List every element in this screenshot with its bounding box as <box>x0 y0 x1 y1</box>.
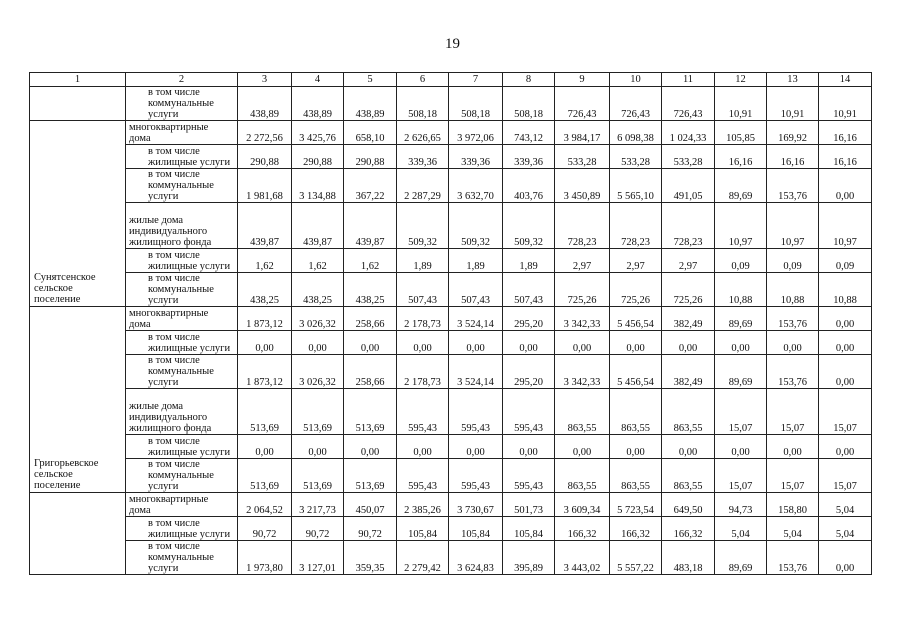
housing-category-line: индивидуального <box>129 226 208 237</box>
value-cell: 89,69 <box>715 307 767 331</box>
value-cell: 166,32 <box>662 517 715 541</box>
column-header: 12 <box>715 73 767 87</box>
value-cell: 3 524,14 <box>449 307 503 331</box>
housing-category-cell <box>126 307 238 331</box>
value-cell: 16,16 <box>767 145 819 169</box>
value-cell: 105,84 <box>503 517 555 541</box>
value-cell: 439,87 <box>238 203 292 249</box>
value-cell: 533,28 <box>610 145 662 169</box>
housing-category-line: в том числе <box>148 355 200 366</box>
value-cell: 15,07 <box>715 459 767 493</box>
housing-category-line: многоквартирные <box>129 494 209 505</box>
value-cell: 367,22 <box>344 169 397 203</box>
value-cell: 595,43 <box>449 459 503 493</box>
value-cell: 403,76 <box>503 169 555 203</box>
value-cell: 438,89 <box>238 87 292 121</box>
value-cell: 509,32 <box>449 203 503 249</box>
housing-category-line: в том числе <box>148 87 200 98</box>
value-cell: 0,00 <box>292 435 344 459</box>
value-cell: 863,55 <box>610 459 662 493</box>
value-cell: 2,97 <box>610 249 662 273</box>
housing-category-line: коммунальные услуги <box>148 366 214 388</box>
value-cell: 15,07 <box>767 459 819 493</box>
value-cell: 382,49 <box>662 307 715 331</box>
value-cell: 153,76 <box>767 541 819 575</box>
value-cell: 0,00 <box>238 331 292 355</box>
housing-category-line: дома <box>129 319 151 330</box>
value-cell: 2 626,65 <box>397 121 449 145</box>
value-cell: 2,97 <box>662 249 715 273</box>
value-cell: 10,97 <box>819 203 872 249</box>
value-cell: 382,49 <box>662 355 715 389</box>
value-cell: 1,89 <box>397 249 449 273</box>
settlement-name-cell <box>30 307 126 493</box>
value-cell: 863,55 <box>662 459 715 493</box>
value-cell: 0,00 <box>715 331 767 355</box>
value-cell: 863,55 <box>662 389 715 435</box>
tariff-table <box>29 72 872 575</box>
value-cell: 533,28 <box>662 145 715 169</box>
value-cell: 16,16 <box>819 145 872 169</box>
column-header: 8 <box>503 73 555 87</box>
value-cell: 153,76 <box>767 355 819 389</box>
value-cell: 439,87 <box>292 203 344 249</box>
value-cell: 0,00 <box>503 331 555 355</box>
value-cell: 726,43 <box>555 87 610 121</box>
value-cell: 0,00 <box>449 435 503 459</box>
housing-category-cell <box>126 459 238 493</box>
housing-category-cell <box>126 493 238 517</box>
value-cell: 339,36 <box>503 145 555 169</box>
column-header: 4 <box>292 73 344 87</box>
value-cell: 0,00 <box>662 331 715 355</box>
column-header: 9 <box>555 73 610 87</box>
housing-category-cell <box>126 121 238 145</box>
housing-category-line: в том числе <box>148 541 200 552</box>
value-cell: 105,84 <box>449 517 503 541</box>
value-cell: 438,25 <box>292 273 344 307</box>
housing-category-line: коммунальные услуги <box>148 284 214 306</box>
value-cell: 728,23 <box>610 203 662 249</box>
housing-category-line: жилые дома <box>129 215 184 226</box>
value-cell: 3 425,76 <box>292 121 344 145</box>
housing-category-line: коммунальные услуги <box>148 470 214 492</box>
housing-category-cell <box>126 389 238 435</box>
value-cell: 0,09 <box>819 249 872 273</box>
value-cell: 0,00 <box>715 435 767 459</box>
value-cell: 10,97 <box>715 203 767 249</box>
value-cell: 507,43 <box>503 273 555 307</box>
housing-category-line: в том числе <box>148 169 200 180</box>
housing-category-line: индивидуального <box>129 412 208 423</box>
housing-category-cell <box>126 249 238 273</box>
value-cell: 2 178,73 <box>397 355 449 389</box>
value-cell: 339,36 <box>449 145 503 169</box>
value-cell: 438,89 <box>344 87 397 121</box>
value-cell: 5,04 <box>767 517 819 541</box>
value-cell: 16,16 <box>715 145 767 169</box>
settlement-name-cell <box>30 493 126 575</box>
settlement-name-line: поселение <box>34 480 81 491</box>
housing-category-line: жилищного фонда <box>129 423 212 434</box>
value-cell: 3 443,02 <box>555 541 610 575</box>
value-cell: 94,73 <box>715 493 767 517</box>
value-cell: 0,00 <box>292 331 344 355</box>
value-cell: 0,00 <box>610 331 662 355</box>
table-row <box>30 517 872 541</box>
housing-category-line: в том числе <box>148 332 200 343</box>
value-cell: 595,43 <box>397 389 449 435</box>
value-cell: 513,69 <box>238 389 292 435</box>
value-cell: 863,55 <box>610 389 662 435</box>
housing-category-cell <box>126 145 238 169</box>
value-cell: 258,66 <box>344 307 397 331</box>
housing-category-line: в том числе <box>148 146 200 157</box>
value-cell: 15,07 <box>819 389 872 435</box>
housing-category-line: жилищные услуги <box>148 529 231 540</box>
value-cell: 0,00 <box>503 435 555 459</box>
value-cell: 0,00 <box>344 435 397 459</box>
settlement-name-line: поселение <box>34 294 81 305</box>
value-cell: 0,00 <box>344 331 397 355</box>
value-cell: 3 609,34 <box>555 493 610 517</box>
value-cell: 0,00 <box>397 435 449 459</box>
value-cell: 295,20 <box>503 355 555 389</box>
value-cell: 658,10 <box>344 121 397 145</box>
value-cell: 0,00 <box>397 331 449 355</box>
value-cell: 10,91 <box>715 87 767 121</box>
housing-category-line: дома <box>129 505 151 516</box>
value-cell: 295,20 <box>503 307 555 331</box>
housing-category-cell <box>126 203 238 249</box>
value-cell: 2 287,29 <box>397 169 449 203</box>
value-cell: 513,69 <box>238 459 292 493</box>
housing-category-cell <box>126 273 238 307</box>
table-row <box>30 355 872 389</box>
value-cell: 0,00 <box>767 435 819 459</box>
value-cell: 491,05 <box>662 169 715 203</box>
value-cell: 3 217,73 <box>292 493 344 517</box>
value-cell: 90,72 <box>292 517 344 541</box>
value-cell: 595,43 <box>449 389 503 435</box>
value-cell: 89,69 <box>715 355 767 389</box>
value-cell: 1 981,68 <box>238 169 292 203</box>
value-cell: 6 098,38 <box>610 121 662 145</box>
value-cell: 595,43 <box>503 459 555 493</box>
value-cell: 169,92 <box>767 121 819 145</box>
table-body <box>30 87 872 575</box>
value-cell: 0,00 <box>449 331 503 355</box>
value-cell: 5,04 <box>819 517 872 541</box>
value-cell: 3 632,70 <box>449 169 503 203</box>
housing-category-cell <box>126 169 238 203</box>
housing-category-line: в том числе <box>148 250 200 261</box>
column-header: 14 <box>819 73 872 87</box>
value-cell: 2,97 <box>555 249 610 273</box>
housing-category-line: многоквартирные <box>129 122 209 133</box>
value-cell: 0,00 <box>767 331 819 355</box>
housing-category-line: в том числе <box>148 518 200 529</box>
housing-category-cell <box>126 87 238 121</box>
column-header: 7 <box>449 73 503 87</box>
value-cell: 290,88 <box>344 145 397 169</box>
value-cell: 5 456,54 <box>610 355 662 389</box>
value-cell: 89,69 <box>715 541 767 575</box>
table-row <box>30 307 872 331</box>
value-cell: 595,43 <box>503 389 555 435</box>
value-cell: 863,55 <box>555 459 610 493</box>
housing-category-cell <box>126 435 238 459</box>
value-cell: 743,12 <box>503 121 555 145</box>
value-cell: 290,88 <box>292 145 344 169</box>
housing-category-line: дома <box>129 133 151 144</box>
value-cell: 1,62 <box>344 249 397 273</box>
value-cell: 166,32 <box>610 517 662 541</box>
housing-category-line: многоквартирные <box>129 308 209 319</box>
value-cell: 3 984,17 <box>555 121 610 145</box>
column-header: 10 <box>610 73 662 87</box>
housing-category-line: жилищного фонда <box>129 237 212 248</box>
value-cell: 3 127,01 <box>292 541 344 575</box>
table-header <box>30 73 872 87</box>
value-cell: 513,69 <box>344 459 397 493</box>
housing-category-line: жилищные услуги <box>148 157 231 168</box>
housing-category-line: в том числе <box>148 436 200 447</box>
column-header: 2 <box>126 73 238 87</box>
value-cell: 438,89 <box>292 87 344 121</box>
page-number: 19 <box>445 36 460 52</box>
value-cell: 1 873,12 <box>238 307 292 331</box>
table-row <box>30 389 872 435</box>
value-cell: 3 730,67 <box>449 493 503 517</box>
value-cell: 1,62 <box>238 249 292 273</box>
settlement-name-line: Сунятсенское <box>34 272 96 283</box>
value-cell: 10,88 <box>767 273 819 307</box>
value-cell: 3 342,33 <box>555 355 610 389</box>
value-cell: 10,97 <box>767 203 819 249</box>
value-cell: 726,43 <box>662 87 715 121</box>
value-cell: 2 272,56 <box>238 121 292 145</box>
table-row <box>30 87 872 121</box>
value-cell: 2 064,52 <box>238 493 292 517</box>
value-cell: 10,88 <box>819 273 872 307</box>
column-header: 5 <box>344 73 397 87</box>
value-cell: 5 723,54 <box>610 493 662 517</box>
value-cell: 90,72 <box>344 517 397 541</box>
value-cell: 89,69 <box>715 169 767 203</box>
value-cell: 153,76 <box>767 169 819 203</box>
housing-category-line: коммунальные услуги <box>148 180 214 202</box>
value-cell: 1,89 <box>503 249 555 273</box>
column-number-row <box>30 73 872 87</box>
housing-category-cell <box>126 331 238 355</box>
value-cell: 105,84 <box>397 517 449 541</box>
housing-category-cell <box>126 355 238 389</box>
column-header: 3 <box>238 73 292 87</box>
value-cell: 595,43 <box>397 459 449 493</box>
column-header: 11 <box>662 73 715 87</box>
value-cell: 3 026,32 <box>292 307 344 331</box>
value-cell: 3 342,33 <box>555 307 610 331</box>
value-cell: 728,23 <box>662 203 715 249</box>
value-cell: 166,32 <box>555 517 610 541</box>
value-cell: 15,07 <box>819 459 872 493</box>
value-cell: 0,00 <box>610 435 662 459</box>
table-row <box>30 273 872 307</box>
value-cell: 105,85 <box>715 121 767 145</box>
value-cell: 508,18 <box>503 87 555 121</box>
value-cell: 158,80 <box>767 493 819 517</box>
value-cell: 1,62 <box>292 249 344 273</box>
value-cell: 290,88 <box>238 145 292 169</box>
table-row <box>30 121 872 145</box>
value-cell: 15,07 <box>715 389 767 435</box>
value-cell: 725,26 <box>662 273 715 307</box>
value-cell: 0,00 <box>662 435 715 459</box>
value-cell: 5 565,10 <box>610 169 662 203</box>
housing-category-line: коммунальные услуги <box>148 98 214 120</box>
table-row <box>30 249 872 273</box>
value-cell: 15,07 <box>767 389 819 435</box>
value-cell: 0,00 <box>555 331 610 355</box>
value-cell: 508,18 <box>449 87 503 121</box>
table-row <box>30 203 872 249</box>
settlement-name-cell <box>30 87 126 121</box>
value-cell: 513,69 <box>292 459 344 493</box>
value-cell: 450,07 <box>344 493 397 517</box>
value-cell: 2 279,42 <box>397 541 449 575</box>
value-cell: 359,35 <box>344 541 397 575</box>
value-cell: 5 456,54 <box>610 307 662 331</box>
value-cell: 0,00 <box>238 435 292 459</box>
housing-category-cell <box>126 541 238 575</box>
settlement-name-line: сельское <box>34 283 73 294</box>
value-cell: 10,91 <box>767 87 819 121</box>
value-cell: 258,66 <box>344 355 397 389</box>
settlement-name-line: сельское <box>34 469 73 480</box>
value-cell: 0,09 <box>715 249 767 273</box>
housing-category-line: жилищные услуги <box>148 447 231 458</box>
value-cell: 513,69 <box>292 389 344 435</box>
value-cell: 509,32 <box>397 203 449 249</box>
value-cell: 439,87 <box>344 203 397 249</box>
value-cell: 1,89 <box>449 249 503 273</box>
value-cell: 5 557,22 <box>610 541 662 575</box>
table-row <box>30 331 872 355</box>
value-cell: 16,16 <box>819 121 872 145</box>
value-cell: 3 026,32 <box>292 355 344 389</box>
value-cell: 501,73 <box>503 493 555 517</box>
value-cell: 2 178,73 <box>397 307 449 331</box>
value-cell: 509,32 <box>503 203 555 249</box>
value-cell: 438,25 <box>238 273 292 307</box>
housing-category-cell <box>126 517 238 541</box>
value-cell: 507,43 <box>449 273 503 307</box>
table-row <box>30 493 872 517</box>
housing-category-line: жилые дома <box>129 401 184 412</box>
value-cell: 339,36 <box>397 145 449 169</box>
value-cell: 3 450,89 <box>555 169 610 203</box>
value-cell: 438,25 <box>344 273 397 307</box>
value-cell: 728,23 <box>555 203 610 249</box>
value-cell: 395,89 <box>503 541 555 575</box>
value-cell: 3 134,88 <box>292 169 344 203</box>
housing-category-line: коммунальные услуги <box>148 552 214 574</box>
value-cell: 725,26 <box>555 273 610 307</box>
value-cell: 1 973,80 <box>238 541 292 575</box>
value-cell: 649,50 <box>662 493 715 517</box>
value-cell: 0,00 <box>819 435 872 459</box>
settlement-name-cell <box>30 121 126 307</box>
value-cell: 507,43 <box>397 273 449 307</box>
value-cell: 2 385,26 <box>397 493 449 517</box>
value-cell: 3 624,83 <box>449 541 503 575</box>
value-cell: 1 873,12 <box>238 355 292 389</box>
value-cell: 1 024,33 <box>662 121 715 145</box>
value-cell: 0,09 <box>767 249 819 273</box>
settlement-name-line: Григорьевское <box>34 458 99 469</box>
table-row <box>30 541 872 575</box>
value-cell: 508,18 <box>397 87 449 121</box>
value-cell: 153,76 <box>767 307 819 331</box>
housing-category-line: в том числе <box>148 459 200 470</box>
value-cell: 0,00 <box>819 307 872 331</box>
column-header: 1 <box>30 73 126 87</box>
value-cell: 0,00 <box>555 435 610 459</box>
value-cell: 513,69 <box>344 389 397 435</box>
table-row <box>30 459 872 493</box>
value-cell: 3 524,14 <box>449 355 503 389</box>
value-cell: 0,00 <box>819 541 872 575</box>
value-cell: 0,00 <box>819 331 872 355</box>
value-cell: 725,26 <box>610 273 662 307</box>
housing-category-line: в том числе <box>148 273 200 284</box>
value-cell: 533,28 <box>555 145 610 169</box>
value-cell: 90,72 <box>238 517 292 541</box>
value-cell: 483,18 <box>662 541 715 575</box>
value-cell: 10,88 <box>715 273 767 307</box>
column-header: 13 <box>767 73 819 87</box>
value-cell: 5,04 <box>819 493 872 517</box>
housing-category-line: жилищные услуги <box>148 261 231 272</box>
value-cell: 0,00 <box>819 169 872 203</box>
value-cell: 3 972,06 <box>449 121 503 145</box>
table-row <box>30 435 872 459</box>
value-cell: 5,04 <box>715 517 767 541</box>
table-row <box>30 145 872 169</box>
value-cell: 0,00 <box>819 355 872 389</box>
housing-category-line: жилищные услуги <box>148 343 231 354</box>
value-cell: 863,55 <box>555 389 610 435</box>
table-row <box>30 169 872 203</box>
column-header: 6 <box>397 73 449 87</box>
value-cell: 10,91 <box>819 87 872 121</box>
value-cell: 726,43 <box>610 87 662 121</box>
